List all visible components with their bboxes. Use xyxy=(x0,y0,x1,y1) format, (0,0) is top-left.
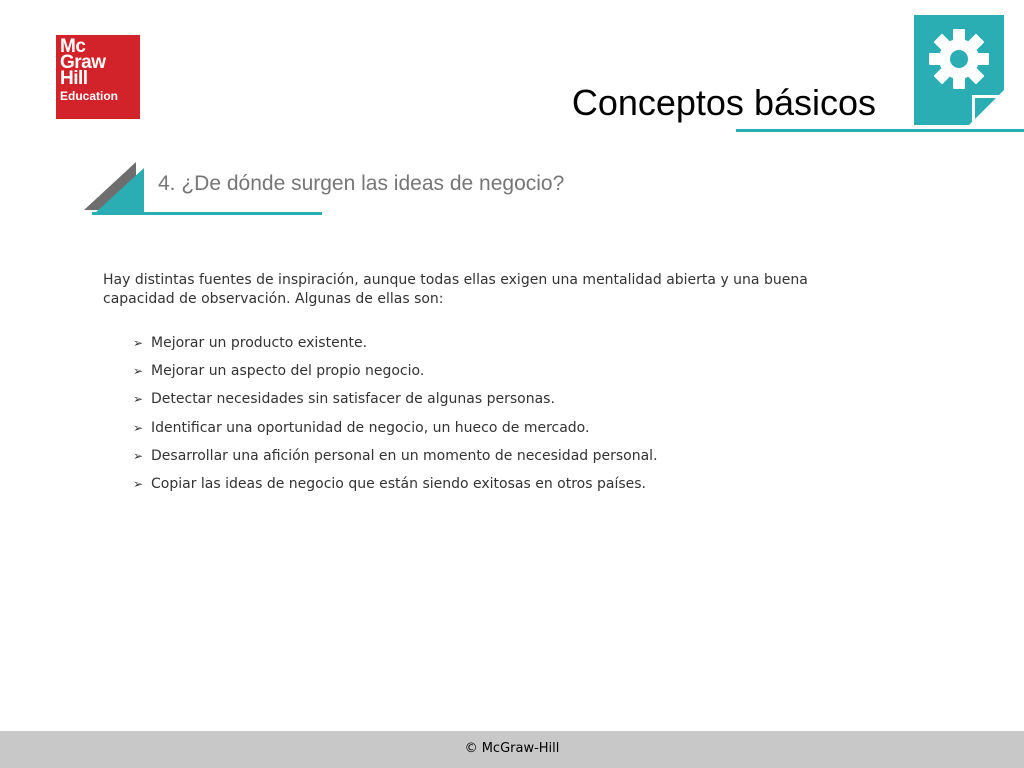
list-item-text: Mejorar un aspecto del propio negocio. xyxy=(151,363,425,380)
list-item xyxy=(133,474,658,502)
list-item xyxy=(133,389,658,417)
page-title: Conceptos básicos xyxy=(571,82,876,123)
mcgraw-hill-education-logo xyxy=(56,35,140,119)
title-underline xyxy=(736,129,1024,132)
list-item xyxy=(133,361,658,389)
list-item-text: Copiar las ideas de negocio que están siendo exitosas en otros países. xyxy=(151,475,646,492)
arrow-bullet-icon: ➢ xyxy=(133,420,144,435)
bullet-list xyxy=(133,333,658,502)
list-item-text: Detectar necesidades sin satisfacer de algunas personas. xyxy=(151,391,555,408)
list-item-text: Mejorar un producto existente. xyxy=(151,335,368,351)
list-item-text: Desarrollar una afición personal en un momento de necesidad personal. xyxy=(151,447,658,464)
logo-line-3: Hill xyxy=(60,68,88,89)
footer-bar xyxy=(0,731,1024,768)
arrow-bullet-icon: ➢ xyxy=(133,448,144,463)
arrow-bullet-icon: ➢ xyxy=(133,336,144,350)
list-item xyxy=(133,418,658,446)
subtitle-underline xyxy=(92,212,322,215)
arrow-bullet-icon: ➢ xyxy=(133,364,144,379)
section-subtitle: 4. ¿De dónde surgen las ideas de negocio? xyxy=(158,172,565,195)
logo-line-2: Graw xyxy=(60,52,106,73)
list-item xyxy=(133,333,658,361)
arrow-bullet-icon: ➢ xyxy=(133,392,144,407)
subtitle-decoration xyxy=(84,162,148,216)
intro-paragraph: Hay distintas fuentes de inspiración, aunque todas ellas exigen una mentalidad abierta y una buena capacidad de observación. Algunas de ellas son: xyxy=(103,272,808,307)
logo-line-4: Education xyxy=(60,89,119,103)
copyright-text: © McGraw-Hill xyxy=(464,741,560,756)
arrow-bullet-icon: ➢ xyxy=(133,476,144,491)
logo-line-1: Mc xyxy=(60,36,86,57)
list-item-text: Identificar una oportunidad de negocio, un hueco de mercado. xyxy=(151,419,590,436)
gear-document-icon xyxy=(914,15,1004,125)
list-item xyxy=(133,446,658,474)
